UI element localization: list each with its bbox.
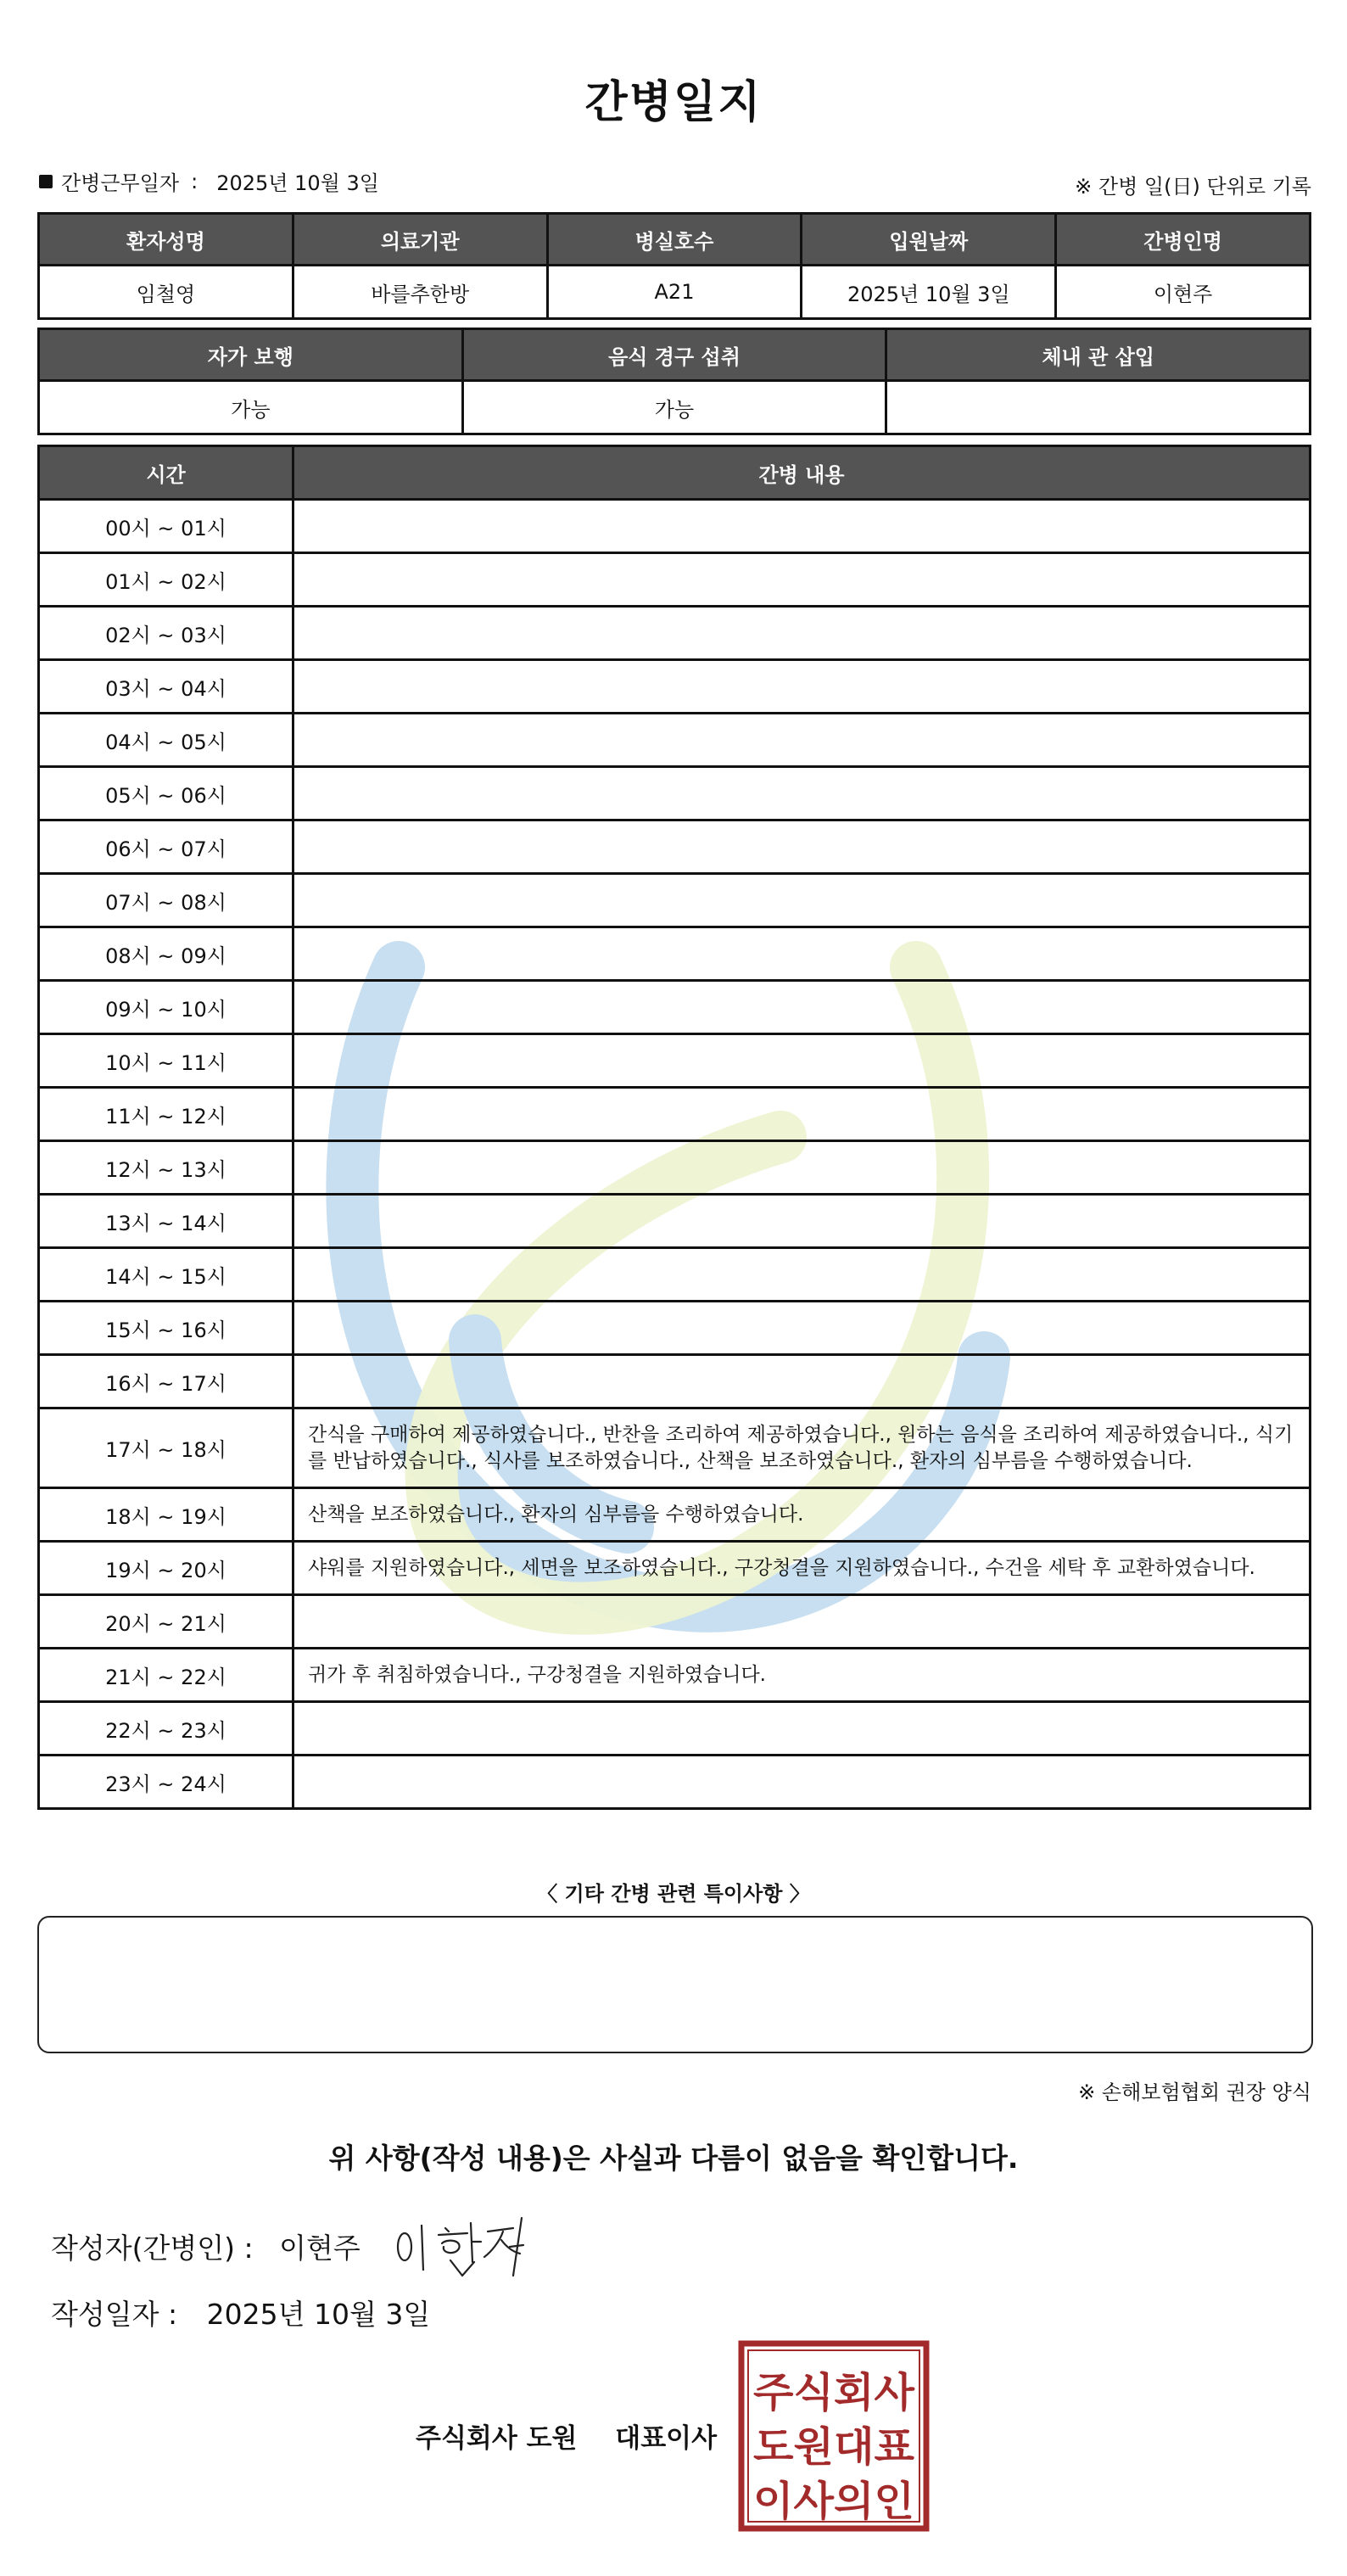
log-row [39,1355,1311,1408]
log-content-cell [293,1034,1311,1088]
writer-name: 이현주 [279,2232,361,2265]
patient-name-value: 임철영 [39,266,293,319]
header-self-walking: 자가 보행 [39,329,463,381]
log-row [39,607,1311,660]
log-time-cell: 04시 ~ 05시 [39,714,293,767]
log-content-cell [293,1756,1311,1809]
log-time-cell: 15시 ~ 16시 [39,1302,293,1355]
page-title: 간병일지 [584,77,763,128]
log-time-cell: 14시 ~ 15시 [39,1248,293,1302]
patient-info-table [37,212,1311,320]
log-row [39,1649,1311,1702]
log-content-cell: 간식을 구매하여 제공하였습니다., 반찬을 조리하여 제공하였습니다., 원하는 음식을 조리하여 제공하였습니다., 식기를 반납하였습니다., 식사를 보조하였습니다., 산책을 보조하였습니다., 환자의 심부름을 수행하였습니다. [293,1408,1311,1488]
write-date-value: 2025년 10월 3일 [206,2298,431,2331]
daily-record-note: ※ 간병 일(日) 단위로 기록 [1075,175,1311,199]
patient-status-table [37,328,1311,435]
svg-text:주식회사: 주식회사 [753,2369,915,2416]
log-time-cell: 23시 ~ 24시 [39,1756,293,1809]
status-header-row [39,329,1311,381]
log-time-cell: 07시 ~ 08시 [39,874,293,927]
log-content-cell [293,874,1311,927]
log-content-cell [293,1088,1311,1141]
log-content-cell [293,1355,1311,1408]
hospital-value: 바를추한방 [293,266,547,319]
log-row [39,981,1311,1034]
log-body [39,500,1311,1809]
log-row [39,1302,1311,1355]
log-time-cell: 19시 ~ 20시 [39,1542,293,1595]
self-walking-value: 가능 [39,381,463,434]
recommended-form-note: ※ 손해보험협회 권장 양식 [1078,2080,1311,2104]
log-content-cell [293,714,1311,767]
log-row [39,874,1311,927]
log-time-cell: 02시 ~ 03시 [39,607,293,660]
log-row [39,1756,1311,1809]
log-content-cell [293,1595,1311,1649]
log-content-cell [293,607,1311,660]
log-time-cell: 21시 ~ 22시 [39,1649,293,1702]
tube-insertion-value [886,381,1311,434]
log-time-cell: 12시 ~ 13시 [39,1141,293,1195]
log-content-cell [293,500,1311,553]
log-row [39,1542,1311,1595]
log-row [39,1248,1311,1302]
log-content-cell [293,553,1311,607]
log-time-cell: 22시 ~ 23시 [39,1702,293,1756]
work-date-separator: : [191,169,198,193]
caregiver-name-value: 이현주 [1056,266,1311,319]
log-row [39,714,1311,767]
admission-date-value: 2025년 10월 3일 [802,266,1056,319]
log-row [39,1088,1311,1141]
log-content-cell [293,981,1311,1034]
log-content-cell [293,1702,1311,1756]
patient-info-value-row [39,266,1311,319]
work-date-label: 간병근무일자 [61,171,180,195]
log-content-cell [293,1141,1311,1195]
header-patient-name: 환자성명 [39,214,293,266]
log-time-cell: 09시 ~ 10시 [39,981,293,1034]
log-time-cell: 20시 ~ 21시 [39,1595,293,1649]
log-time-cell: 13시 ~ 14시 [39,1195,293,1248]
confirmation-statement: 위 사항(작성 내용)은 사실과 다름이 없음을 확인합니다. [328,2142,1019,2175]
log-time-cell: 08시 ~ 09시 [39,927,293,981]
header-oral-intake: 음식 경구 섭취 [462,329,886,381]
writer-label: 작성자(간병인) : [51,2232,254,2265]
log-row [39,820,1311,874]
log-content-cell [293,1302,1311,1355]
header-caregiver-name: 간병인명 [1056,214,1311,266]
bullet-square-icon [39,175,53,188]
log-time-cell: 17시 ~ 18시 [39,1408,293,1488]
log-time-cell: 18시 ~ 19시 [39,1488,293,1542]
company-seal-stamp [738,2340,930,2532]
log-row [39,1034,1311,1088]
log-content-cell [293,767,1311,820]
log-content-cell: 샤워를 지원하였습니다., 세면을 보조하였습니다., 구강청결을 지원하였습니다., 수건을 세탁 후 교환하였습니다. [293,1542,1311,1595]
handwritten-signature [386,2203,539,2279]
write-date-row [51,2293,430,2332]
hourly-care-log-table [37,445,1311,1810]
log-content-cell [293,660,1311,714]
log-time-cell: 03시 ~ 04시 [39,660,293,714]
write-date-label: 작성일자 : [51,2298,178,2331]
log-content-cell [293,1248,1311,1302]
header-time: 시간 [39,446,293,500]
company-signature-line [416,2416,717,2455]
log-row [39,1408,1311,1488]
log-time-cell: 10시 ~ 11시 [39,1034,293,1088]
svg-text:도원대표: 도원대표 [753,2423,915,2471]
log-row [39,1488,1311,1542]
log-time-cell: 05시 ~ 06시 [39,767,293,820]
log-content-cell [293,927,1311,981]
writer-row [51,2226,361,2266]
log-content-cell: 귀가 후 취침하였습니다., 구강청결을 지원하였습니다. [293,1649,1311,1702]
log-content-cell [293,820,1311,874]
log-row [39,660,1311,714]
company-name: 주식회사 도원 [416,2423,578,2454]
log-row [39,553,1311,607]
log-header-row [39,446,1311,500]
log-row [39,500,1311,553]
work-date-value: 2025년 10월 3일 [216,171,379,195]
log-time-cell: 16시 ~ 17시 [39,1355,293,1408]
patient-info-header-row [39,214,1311,266]
log-content-cell [293,1195,1311,1248]
header-room: 병실호수 [547,214,802,266]
log-time-cell: 06시 ~ 07시 [39,820,293,874]
log-row [39,1702,1311,1756]
svg-text:이사의인: 이사의인 [753,2478,914,2525]
log-row [39,767,1311,820]
log-row [39,1195,1311,1248]
header-care-content: 간병 내용 [293,446,1311,500]
log-time-cell: 00시 ~ 01시 [39,500,293,553]
log-row [39,927,1311,981]
log-row [39,1141,1311,1195]
room-value: A21 [547,266,802,319]
status-value-row [39,381,1311,434]
header-hospital: 의료기관 [293,214,547,266]
company-rep-title: 대표이사 [615,2423,718,2454]
log-row [39,1595,1311,1649]
notes-title: 〈 기타 간병 관련 특이사항 〉 [537,1882,810,1906]
special-notes-box [37,1916,1313,2053]
oral-intake-value: 가능 [462,381,886,434]
log-time-cell: 11시 ~ 12시 [39,1088,293,1141]
log-content-cell: 산책을 보조하였습니다., 환자의 심부름을 수행하였습니다. [293,1488,1311,1542]
header-tube-insertion: 체내 관 삽입 [886,329,1311,381]
log-time-cell: 01시 ~ 02시 [39,553,293,607]
header-admission-date: 입원날짜 [802,214,1056,266]
work-date-row [39,166,379,196]
